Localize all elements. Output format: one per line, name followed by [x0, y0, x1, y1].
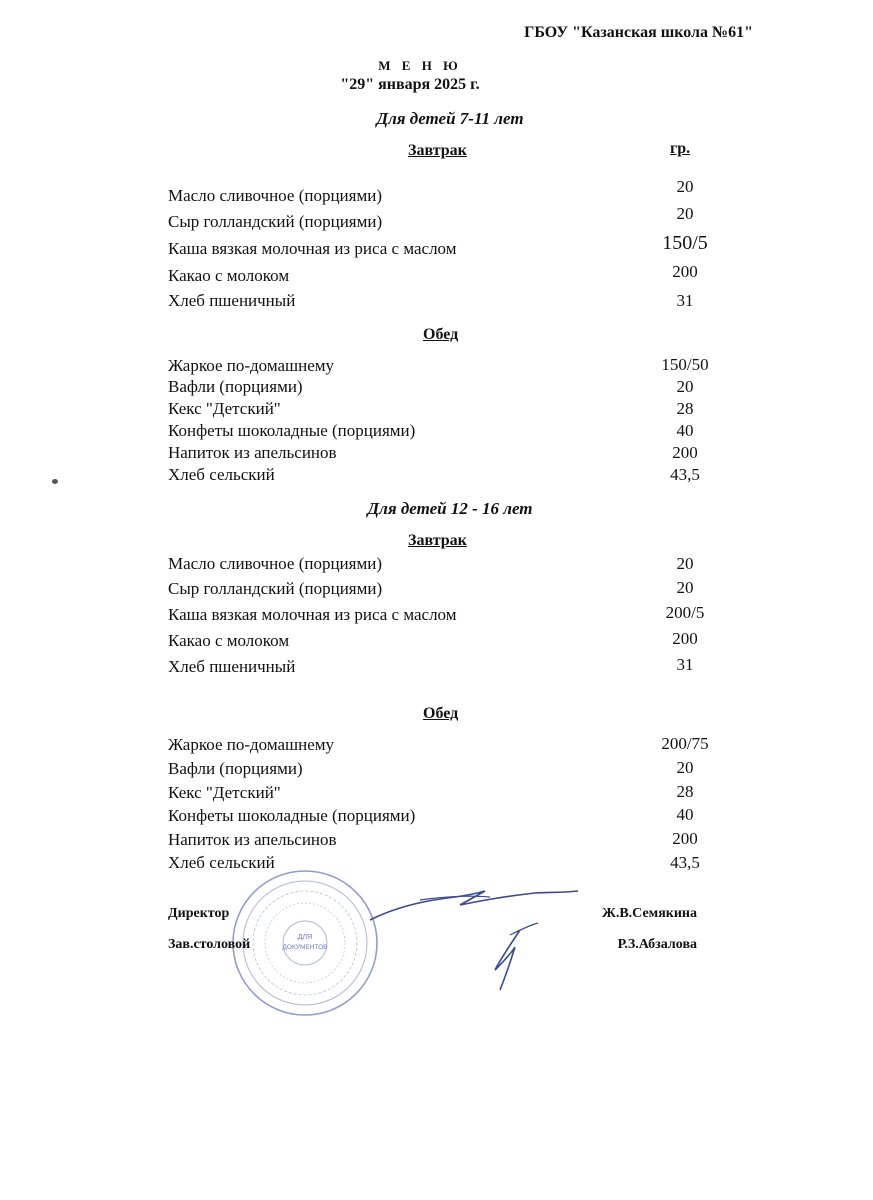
school-name: ГБОУ "Казанская школа №61": [524, 24, 753, 41]
menu-item-name: Напиток из апельсинов: [168, 830, 337, 849]
breakfast-heading: Завтрак: [408, 142, 467, 159]
menu-item-name: Какао с молоком: [168, 266, 290, 285]
menu-item-name: Каша вязкая молочная из риса с маслом: [168, 239, 457, 258]
handwritten-signatures: [360, 875, 620, 995]
menu-item-qty: 28: [676, 782, 694, 801]
menu-item-name: Хлеб пшеничный: [168, 291, 296, 310]
menu-item-qty: 31: [676, 291, 694, 310]
menu-item-name: Конфеты шоколадные (порциями): [168, 421, 416, 440]
breakfast-heading: Завтрак: [408, 532, 467, 549]
menu-item-qty: 200: [672, 262, 698, 281]
menu-item-name: Вафли (порциями): [168, 759, 303, 778]
menu-item-name: Сыр голландский (порциями): [168, 212, 383, 231]
menu-item-name: Вафли (порциями): [168, 377, 303, 396]
menu-item-qty: 20: [676, 758, 694, 777]
director-label: Директор: [168, 906, 230, 921]
menu-item-qty: 43,5: [670, 465, 700, 484]
menu-item-name: Каша вязкая молочная из риса с маслом: [168, 605, 457, 624]
menu-title: М Е Н Ю: [378, 58, 462, 73]
menu-item-name: Масло сливочное (порциями): [168, 554, 382, 573]
menu-item-name: Сыр голландский (порциями): [168, 579, 383, 598]
canteen-manager-name: Р.З.Абзалова: [617, 937, 697, 952]
menu-item-qty: 20: [676, 177, 694, 196]
menu-date: "29" января 2025 г.: [340, 76, 480, 93]
menu-item-qty: 150/50: [661, 355, 709, 374]
menu-item-qty: 40: [676, 421, 694, 440]
menu-item-name: Жаркое по-домашнему: [168, 735, 335, 754]
menu-item-name: Кекс "Детский": [168, 783, 281, 802]
menu-item-qty: 200: [672, 629, 698, 648]
director-name: Ж.В.Семякина: [602, 906, 697, 921]
menu-item-qty: 43,5: [670, 853, 700, 872]
menu-item-qty: 20: [676, 204, 694, 223]
menu-item-name: Напиток из апельсинов: [168, 443, 337, 462]
age-group-heading: Для детей 7-11 лет: [376, 109, 524, 128]
menu-item-qty: 200/5: [665, 603, 705, 622]
menu-item-name: Кекс "Детский": [168, 399, 281, 418]
menu-item-name: Хлеб сельский: [168, 465, 275, 484]
stamp-center-line-2: ДОКУМЕНТОВ: [282, 944, 328, 951]
menu-item-qty: 20: [676, 578, 694, 597]
stamp-center-line-1: ДЛЯ: [297, 934, 313, 941]
canteen-manager-label: Зав.столовой: [168, 937, 251, 952]
official-stamp: [230, 868, 380, 1018]
menu-item-qty: 20: [676, 377, 694, 396]
menu-item-name: Масло сливочное (порциями): [168, 186, 382, 205]
menu-item-name: Хлеб пшеничный: [168, 657, 296, 676]
menu-item-name: Жаркое по-домашнему: [168, 356, 335, 375]
menu-item-qty: 150/5: [662, 232, 708, 254]
lunch-heading: Обед: [423, 705, 459, 722]
menu-item-qty: 200: [672, 829, 698, 848]
menu-item-qty: 200: [672, 443, 698, 462]
lunch-heading: Обед: [423, 326, 459, 343]
menu-item-qty: 40: [676, 805, 694, 824]
unit-heading: гр.: [670, 140, 691, 157]
menu-item-name: Конфеты шоколадные (порциями): [168, 806, 416, 825]
menu-item-name: Какао с молоком: [168, 631, 290, 650]
age-group-heading: Для детей 12 - 16 лет: [367, 499, 533, 518]
scan-speck: [52, 479, 58, 484]
menu-item-qty: 20: [676, 554, 694, 573]
menu-item-qty: 31: [676, 655, 694, 674]
menu-item-qty: 28: [676, 399, 694, 418]
menu-item-qty: 200/75: [661, 734, 709, 753]
menu-item-name: Хлеб сельский: [168, 853, 275, 872]
